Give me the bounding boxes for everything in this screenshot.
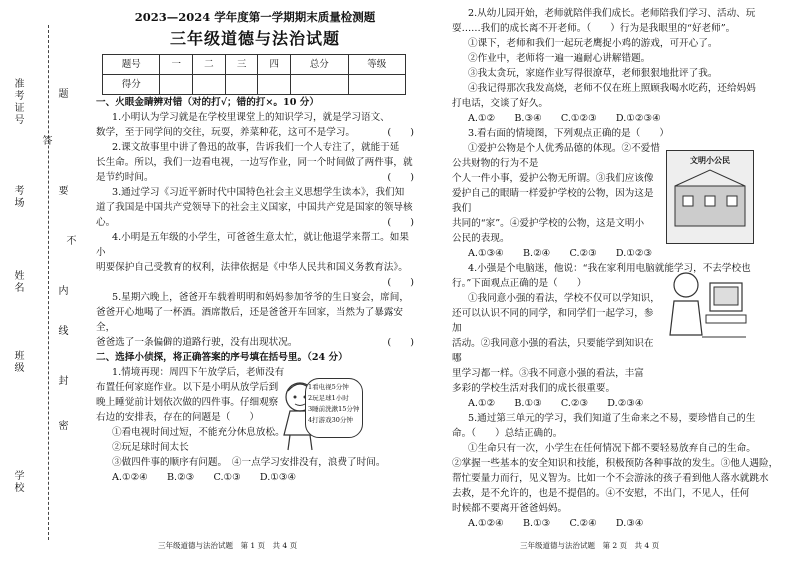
option-text: 共同的“家”。④爱护学校的公物，这是文明小 bbox=[452, 218, 645, 229]
option-text: ③我太贪玩，家庭作业写得很潦草，老师狠狠地批评了我。 bbox=[468, 68, 718, 79]
option-text: ②掌握一些基本的安全知识和技能，积极预防各种事故的发生。③他人遇险， bbox=[452, 458, 779, 469]
label-exam-number: 准考证号 bbox=[12, 78, 23, 126]
question-text: 道了我国是中国共产党领导下的社会主义国家，中国共产党是国家的领导核 bbox=[96, 202, 413, 213]
answer-blank[interactable]: ( ) bbox=[387, 277, 414, 288]
left-column bbox=[96, 6, 414, 485]
question-text: 1.小明认为学习就是在学校里课堂上的知识学习，就是学习语文、 bbox=[112, 112, 390, 123]
seal-char: 答 bbox=[40, 135, 51, 147]
part1-heading: 一、火眼金睛辨对错（对的打√；错的打×。10 分） bbox=[96, 97, 319, 108]
answer-blank[interactable]: ( ) bbox=[387, 127, 414, 138]
seal-char: 要 bbox=[56, 185, 67, 197]
question-text: 3.通过学习《习近平新时代中国特色社会主义思想学生读本》，我们知 bbox=[112, 187, 405, 198]
page-footer-right: 三年级道德与法治试题 第 2 页 共 4 页 bbox=[520, 541, 660, 550]
option-text: 多彩的学校生活对我们的成长很重要。 bbox=[452, 383, 616, 394]
schedule-item: 4打游戏30分钟 bbox=[308, 416, 353, 424]
question-text: 心。 ( ) bbox=[96, 217, 414, 228]
score-row-label: 得分 bbox=[103, 75, 160, 95]
score-header-cell: 题号 bbox=[103, 55, 160, 75]
binding-margin bbox=[0, 0, 80, 561]
score-table bbox=[102, 54, 406, 95]
exam-subtitle: 三年级道德与法治试题 bbox=[169, 29, 340, 48]
score-header-cell: 四 bbox=[258, 55, 291, 75]
question-text: 爸爸选了一条偏僻的道路行驶，没有出现状况。 ( ) bbox=[96, 337, 414, 348]
question-text: 1.情境再现：周四下午放学后，老师没有 bbox=[112, 367, 285, 378]
option-text: ②作业中，老师将一遍一遍耐心讲解错题。 bbox=[468, 53, 651, 64]
question-text: 4.小强是个电脑迷，他说：“我在家利用电脑就能学习，不去学校也 bbox=[468, 263, 751, 274]
option-text: ①看电视时间过短，不能充分休息放松。 bbox=[112, 427, 285, 438]
score-cell[interactable] bbox=[258, 75, 291, 95]
seal-char: 密 bbox=[56, 420, 67, 432]
score-cell[interactable] bbox=[348, 75, 406, 95]
option-text: 还可以认识不同的同学，和同学们一起学习，参加 bbox=[452, 308, 654, 334]
option-text: 去救，是不允许的，也是不提倡的。④不安慰，不出门，不见人，任何 bbox=[452, 488, 750, 499]
option-text: ②玩足球时间太长 bbox=[112, 442, 189, 453]
answer-blank[interactable]: ( ) bbox=[387, 337, 414, 348]
question-text: 长生命。所以，我们一边看电视，一边写作业，同一个时间做了两件事，就 bbox=[96, 157, 413, 168]
score-header-cell: 一 bbox=[160, 55, 193, 75]
page-footer-left: 三年级道德与法治试题 第 1 页 共 4 页 bbox=[158, 541, 298, 550]
question-text: 右边的安排表，存在的问题是（ ） bbox=[96, 412, 260, 423]
question-text bbox=[96, 275, 414, 290]
seal-line bbox=[48, 25, 49, 540]
seal-char: 题 bbox=[56, 88, 67, 100]
option-text: 帮忙要量力而行，见义智为。比如一个不会游泳的孩子看到他人落水就跳水 bbox=[452, 473, 769, 484]
seal-char: 内 bbox=[56, 285, 67, 297]
option-text: ④我记得那次我发高烧，老师不仅在班上照顾我喝水吃药，还给妈妈 bbox=[468, 83, 756, 94]
question-text: 明要保护自己受教育的权利，法律依据是《中华人民共和国义务教育法》。 bbox=[96, 262, 408, 273]
question-text: 耍……我们的成长离不开老师。（ ）行为是我眼里的“好老师”。 bbox=[452, 23, 736, 34]
score-cell[interactable] bbox=[193, 75, 226, 95]
option-text: 时候都不要离开爸爸妈妈。 bbox=[452, 503, 568, 514]
boy-computer-illustration bbox=[666, 265, 748, 345]
score-cell[interactable] bbox=[291, 75, 348, 95]
label-exam-room: 考场 bbox=[12, 185, 23, 209]
seal-char: 不 bbox=[64, 235, 75, 247]
score-header-cell: 二 bbox=[193, 55, 226, 75]
answer-blank[interactable]: ( ) bbox=[387, 217, 414, 228]
choices: A.①③④ B.②④ C.②③ D.①②③ bbox=[468, 248, 653, 259]
option-text: 打电话，交谈了好久。 bbox=[452, 98, 548, 109]
option-text: ③做四件事的顺序有问题。 ④一点学习安排没有，浪费了时间。 bbox=[112, 457, 386, 468]
question-text: 5.通过第三单元的学习，我们知道了生命来之不易，要珍惜自己的生 bbox=[468, 413, 756, 424]
score-header-cell: 三 bbox=[225, 55, 258, 75]
seal-char: 封 bbox=[56, 375, 67, 387]
poster-caption: 文明小公民 bbox=[690, 155, 730, 165]
question-text: 爸爸开心地喝了一杯酒。酒席散后，还是爸爸开车回家，当然为了暴露安全， bbox=[96, 307, 403, 333]
question-text: 2.课文故事里中讲了鲁迅的故事，告诉我们一个人专注了，就能于延 bbox=[112, 142, 400, 153]
option-text: 公民的表现。 bbox=[452, 233, 510, 244]
score-header-cell: 等级 bbox=[348, 55, 406, 75]
schedule-item: 2玩足球1小时 bbox=[308, 394, 349, 402]
question-text: 4.小明是五年级的小学生，可爸爸生意太忙，就让他退学来帮工。如果小 bbox=[96, 232, 409, 258]
label-school: 学校 bbox=[12, 470, 23, 494]
civic-poster-illustration bbox=[666, 150, 754, 244]
option-text: ①我同意小强的看法，学校不仅可以学知识， bbox=[468, 293, 660, 304]
option-text: 个人一件小事，爱护公物无所谓。③我们应该像 bbox=[452, 173, 654, 184]
score-cell[interactable] bbox=[160, 75, 193, 95]
option-text: 活动。②我同意小强的看法，只要能学到知识在哪 bbox=[452, 338, 654, 364]
exam-title: 2023—2024 学年度第一学期期末质量检测题 bbox=[134, 10, 376, 24]
question-text: 行。”下面观点正确的是（ ） bbox=[452, 278, 587, 289]
option-text: ①爱护公物是个人优秀品德的体现。②不爱惜公共财物的行为不是 bbox=[452, 143, 660, 169]
choices: A.①②④ B.①③ C.②④ D.③④ bbox=[468, 518, 644, 529]
part2-heading: 二、选择小侦探，将正确答案的序号填在括号里。（24 分） bbox=[96, 352, 348, 363]
answer-blank[interactable]: ( ) bbox=[387, 172, 414, 183]
seal-char: 线 bbox=[56, 325, 67, 337]
schedule-item: 3睡前洗漱15分钟 bbox=[308, 405, 360, 413]
question-text: 5.星期六晚上，爸爸开车载着明明和妈妈参加爷爷的生日宴会，席间， bbox=[112, 292, 409, 303]
schedule-item: 1看电视5分钟 bbox=[308, 383, 349, 391]
label-class: 班级 bbox=[12, 350, 23, 374]
choices: A.①②④ B.②③ C.①③ D.①③④ bbox=[112, 472, 297, 483]
label-name: 姓名 bbox=[12, 270, 23, 294]
score-cell[interactable] bbox=[225, 75, 258, 95]
question-text: 晚上睡觉前计划依次做的四件事。仔细观察 bbox=[96, 397, 279, 408]
choices: A.①② B.③④ C.①②③ D.①②③④ bbox=[468, 113, 661, 124]
question-text: 3.看右面的情境图，下列观点正确的是（ ） bbox=[468, 128, 670, 139]
option-text: 里学习都一样。③我不同意小强的看法，丰富 bbox=[452, 368, 644, 379]
school-building-icon bbox=[667, 166, 753, 236]
schedule-bubble bbox=[305, 378, 363, 438]
question-text: 数学，至于同学间的交往，玩耍，养菜种花，这可不是学习。 ( ) bbox=[96, 127, 414, 138]
option-text: ①课下，老师和我们一起玩老鹰捉小鸡的游戏，可开心了。 bbox=[468, 38, 718, 49]
choices: A.①② B.①③ C.②③ D.②③④ bbox=[468, 398, 644, 409]
option-text: ①生命只有一次，小学生在任何情况下都不要轻易放弃自己的生命。 bbox=[468, 443, 756, 454]
question-text: 是节约时间。 ( ) bbox=[96, 172, 414, 183]
option-text: 爱护自己的眼睛一样爱护学校的公物，因为这是我们 bbox=[452, 188, 654, 214]
question-text: 命。（ ）总结正确的。 bbox=[452, 428, 563, 439]
score-header-cell: 总分 bbox=[291, 55, 348, 75]
question-text: 布置任何家庭作业。以下是小明从放学后到 bbox=[96, 382, 279, 393]
question-text: 2.从幼儿园开始，老师就陪伴我们成长。老师陪我们学习、活动、玩 bbox=[468, 8, 756, 19]
